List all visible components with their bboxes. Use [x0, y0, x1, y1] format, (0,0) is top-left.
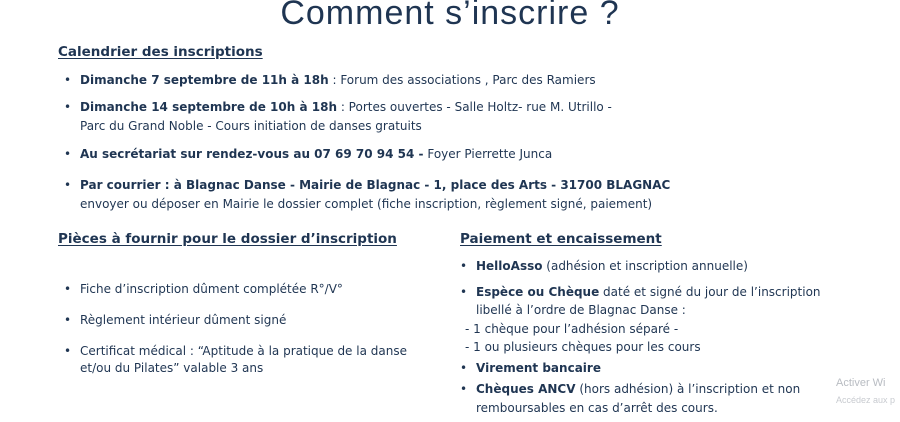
paiement-sub-cours: - 1 ou plusieurs chèques pour les cours — [465, 340, 701, 354]
calendar-item-portes-ouvertes: Dimanche 14 septembre de 10h à 18h : Portes ouvertes - Salle Holtz- rue M. Utrillo - — [80, 100, 612, 114]
bullet-dot: • — [64, 100, 72, 114]
activation-watermark-subtitle: Accédez aux p — [836, 395, 896, 405]
paiement-item-helloasso: HelloAsso (adhésion et inscription annuelle) — [476, 259, 748, 273]
bullet-dot: • — [460, 382, 468, 396]
pieces-item-fiche: Fiche d’inscription dûment complétée R°/V° — [80, 282, 343, 296]
paiement-item-cheque-line2: libellé à l’ordre de Blagnac Danse : — [476, 303, 686, 317]
page-title: Comment s’inscrire ? — [280, 0, 620, 32]
calendar-item-forum: Dimanche 7 septembre de 11h à 18h : Forum des associations , Parc des Ramiers — [80, 73, 596, 87]
bullet-dot: • — [64, 344, 72, 358]
bullet-dot: • — [460, 361, 468, 375]
calendar-item-courrier-line2: envoyer ou déposer en Mairie le dossier complet (fiche inscription, règlement signé, paiement) — [80, 197, 653, 211]
activation-watermark-title: Activer Wi — [836, 377, 886, 389]
paiement-item-virement: Virement bancaire — [476, 361, 601, 375]
pieces-item-reglement: Règlement intérieur dûment signé — [80, 313, 287, 327]
bullet-dot: • — [64, 313, 72, 327]
bullet-dot: • — [64, 73, 72, 87]
bullet-dot: • — [64, 282, 72, 296]
paiement-sub-adhesion: - 1 chèque pour l’adhésion séparé - — [465, 322, 679, 336]
paiement-item-cheque: Espèce ou Chèque daté et signé du jour de l’inscription — [476, 285, 821, 299]
pieces-item-certificat: Certificat médical : “Aptitude à la pratique de la danse — [80, 344, 407, 358]
bullet-dot: • — [64, 147, 72, 161]
bullet-dot: • — [460, 259, 468, 273]
calendar-item-secretariat: Au secrétariat sur rendez-vous au 07 69 70 94 54 - Foyer Pierrette Junca — [80, 147, 553, 161]
paiement-item-ancv: Chèques ANCV (hors adhésion) à l’inscription et non — [476, 382, 801, 396]
pieces-item-certificat-line2: et/ou du Pilates” valable 3 ans — [80, 361, 264, 375]
paiement-item-ancv-line2: remboursables en cas d’arrêt des cours. — [476, 401, 718, 415]
calendar-item-portes-ouvertes-line2: Parc du Grand Noble - Cours initiation de danses gratuits — [80, 119, 422, 133]
pieces-heading: Pièces à fournir pour le dossier d’inscription — [58, 231, 397, 247]
bullet-dot: • — [460, 285, 468, 299]
calendar-heading: Calendrier des inscriptions — [58, 44, 263, 60]
paiement-heading: Paiement et encaissement — [460, 231, 662, 247]
calendar-item-courrier: Par courrier : à Blagnac Danse - Mairie de Blagnac - 1, place des Arts - 31700 BLAGNAC — [80, 178, 671, 192]
bullet-dot: • — [64, 178, 72, 192]
